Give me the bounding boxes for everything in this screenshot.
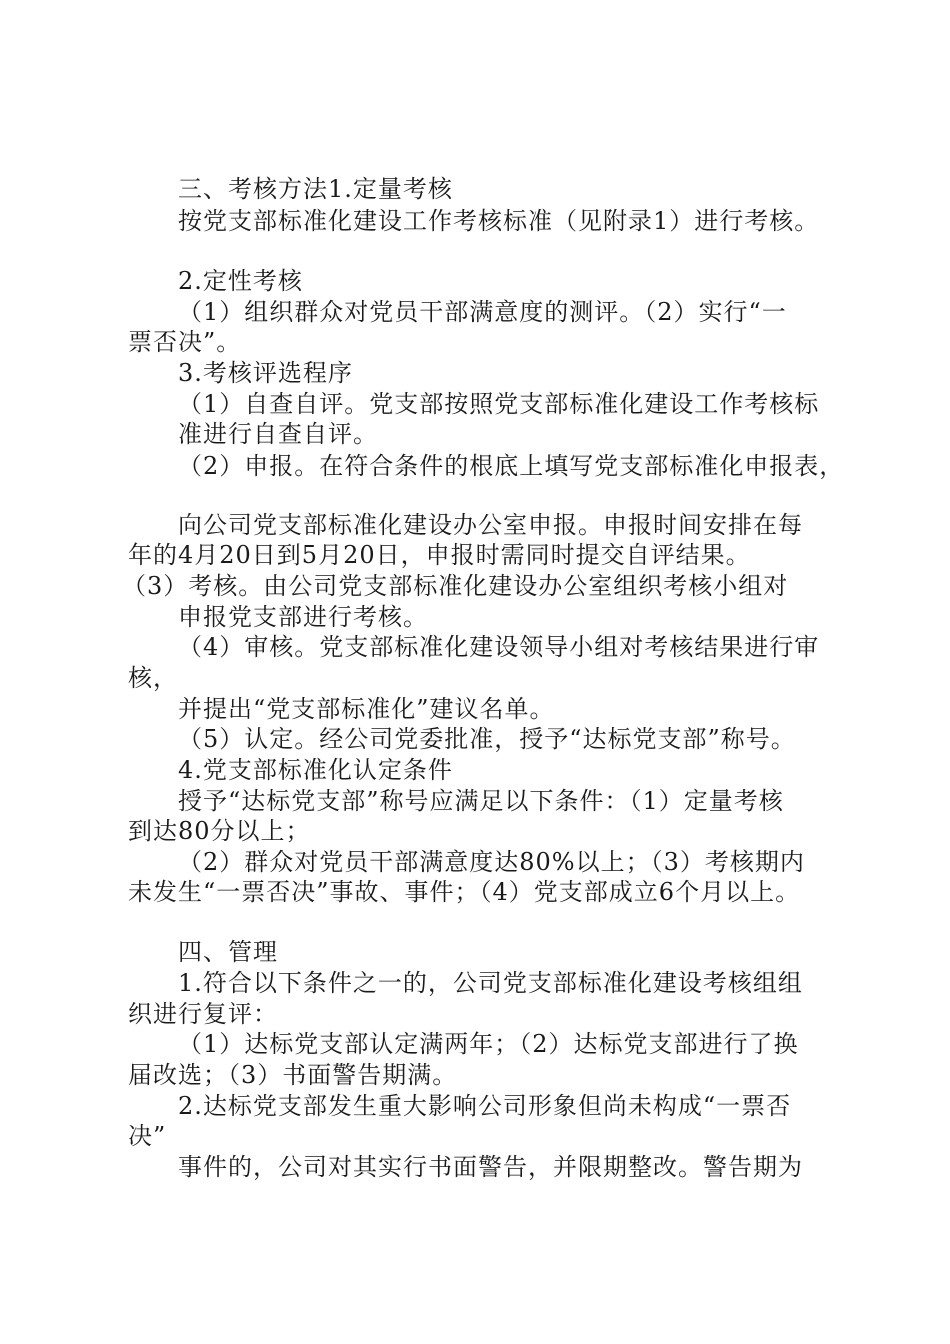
paragraph-line: 未发生“一票否决”事故、事件；（4）党支部成立6个月以上。 bbox=[128, 878, 801, 906]
paragraph-line: 到达80分以上； bbox=[128, 817, 311, 845]
paragraph-line: （1）自查自评。党支部按照党支部标准化建设工作考核标 bbox=[178, 390, 820, 418]
section-4-heading: 四、管理 bbox=[178, 938, 278, 966]
paragraph-line: （3）考核。由公司党支部标准化建设办公室组织考核小组对 bbox=[122, 572, 789, 600]
paragraph-line: （2）群众对党员干部满意度达80%以上；（3）考核期内 bbox=[178, 848, 805, 876]
paragraph-line: 2.达标党支部发生重大影响公司形象但尚未构成“一票否 bbox=[178, 1092, 792, 1120]
section-3-heading: 三、考核方法1.定量考核 bbox=[178, 175, 453, 203]
paragraph-line: 1.符合以下条件之一的，公司党支部标准化建设考核组组 bbox=[178, 969, 803, 997]
paragraph-line: 核， bbox=[128, 664, 178, 692]
subheading-qualitative: 2.定性考核 bbox=[178, 267, 303, 295]
subheading-criteria: 4.党支部标准化认定条件 bbox=[178, 756, 453, 784]
paragraph-line: 决” bbox=[128, 1122, 167, 1150]
paragraph-line: 授予“达标党支部”称号应满足以下条件：（1）定量考核 bbox=[178, 787, 784, 815]
paragraph-line: 事件的，公司对其实行书面警告，并限期整改。警告期为 bbox=[178, 1153, 803, 1181]
paragraph-line: （1）组织群众对党员干部满意度的测评。（2）实行“一 bbox=[178, 298, 787, 326]
paragraph-line: 向公司党支部标准化建设办公室申报。申报时间安排在每 bbox=[178, 511, 803, 539]
paragraph-line: 届改选；（3）书面警告期满。 bbox=[128, 1061, 458, 1089]
paragraph-line: 申报党支部进行考核。 bbox=[178, 603, 428, 631]
paragraph-line: 按党支部标准化建设工作考核标准（见附录1）进行考核。 bbox=[178, 207, 820, 235]
paragraph-line: 并提出“党支部标准化”建议名单。 bbox=[178, 695, 555, 723]
subheading-procedure: 3.考核评选程序 bbox=[178, 359, 353, 387]
paragraph-line: 年的4月20日到5月20日，申报时需同时提交自评结果。 bbox=[128, 541, 751, 569]
paragraph-line: （4）审核。党支部标准化建设领导小组对考核结果进行审 bbox=[178, 633, 820, 661]
paragraph-line: （1）达标党支部认定满两年；（2）达标党支部进行了换 bbox=[178, 1030, 799, 1058]
paragraph-line: 织进行复评： bbox=[128, 1000, 278, 1028]
paragraph-line: 准进行自查自评。 bbox=[178, 420, 378, 448]
paragraph-line: （2）申报。在符合条件的根底上填写党支部标准化申报表， bbox=[178, 452, 845, 480]
paragraph-line: 票否决”。 bbox=[128, 328, 242, 356]
paragraph-line: （5）认定。经公司党委批准，授予“达标党支部”称号。 bbox=[178, 725, 796, 753]
